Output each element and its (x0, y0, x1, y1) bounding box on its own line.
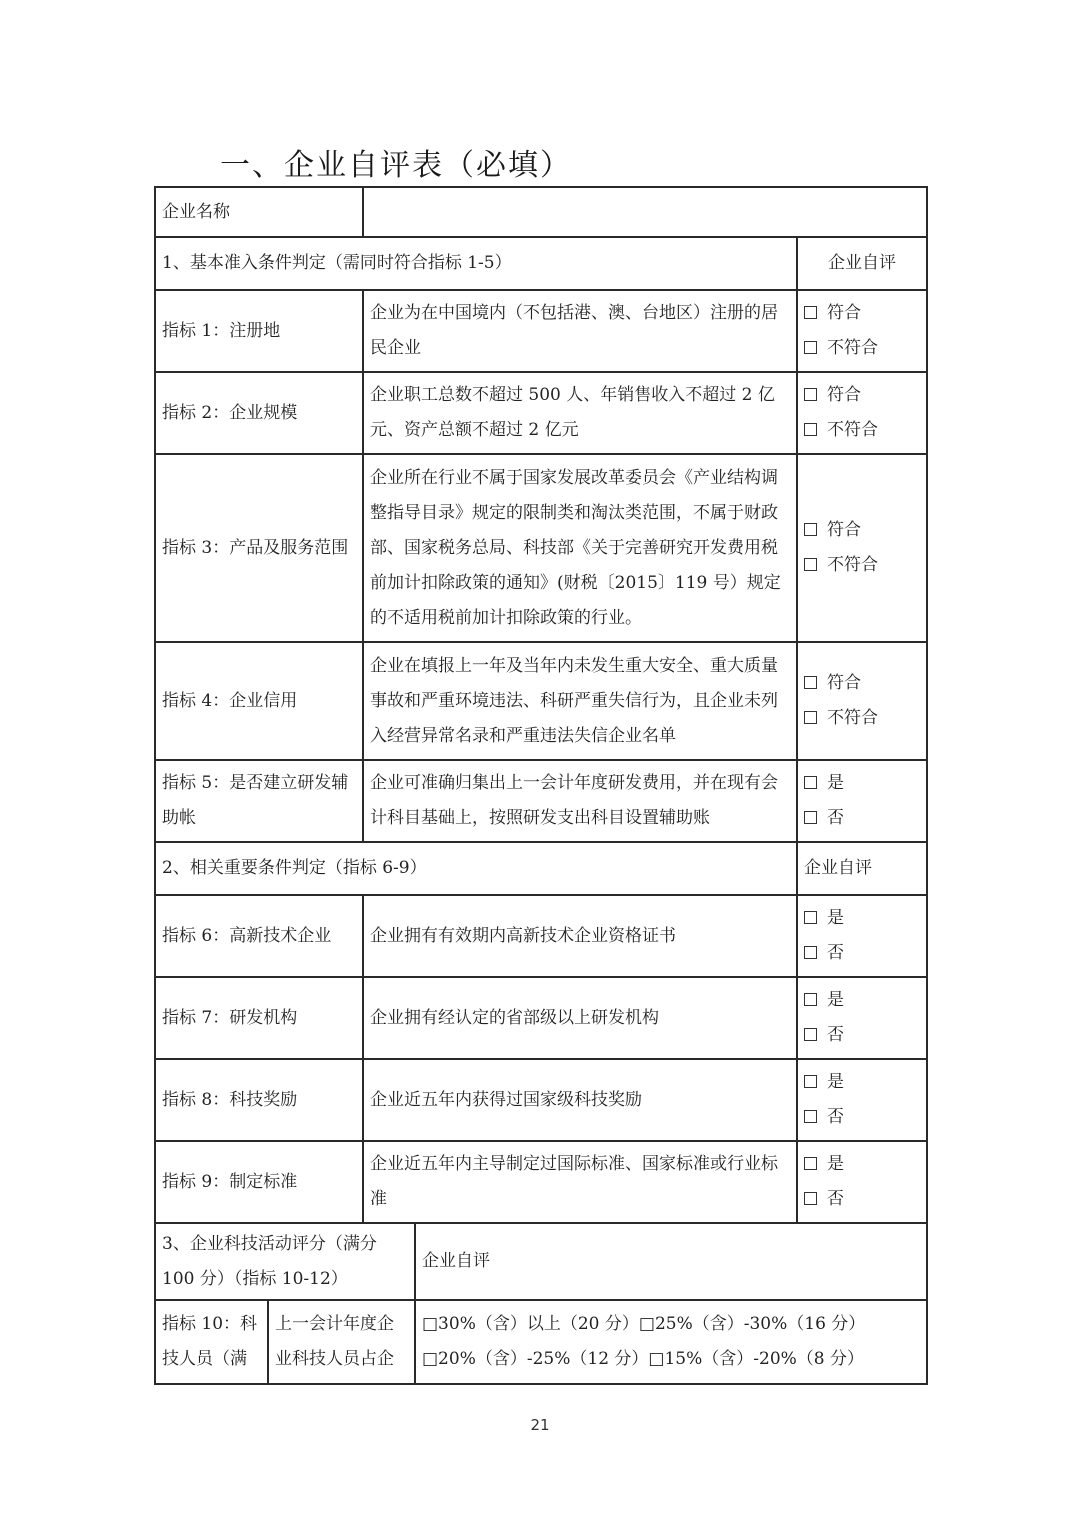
checkbox-label: 不符合 (827, 555, 878, 575)
indicator-3-label: 指标 3：产品及服务范围 (155, 454, 363, 642)
indicator-6-label: 指标 6：高新技术企业 (155, 895, 363, 977)
indicator-7-label: 指标 7：研发机构 (155, 977, 363, 1059)
checkbox-label: 是 (827, 908, 844, 928)
checkbox-option[interactable] (804, 801, 920, 836)
checkbox-icon[interactable] (804, 676, 817, 689)
indicator-5-self-eval (797, 760, 927, 842)
checkbox-icon[interactable] (804, 1028, 817, 1041)
checkbox-icon[interactable] (804, 1075, 817, 1088)
checkbox-option[interactable] (804, 296, 920, 331)
section2-rows (155, 895, 927, 1223)
company-name-label: 企业名称 (155, 187, 363, 237)
checkbox-label: 是 (827, 990, 844, 1010)
section3-header (155, 1223, 927, 1300)
indicator-2-label: 指标 2：企业规模 (155, 372, 363, 454)
indicator-3-desc: 企业所在行业不属于国家发展改革委员会《产业结构调整指导目录》规定的限制类和淘汰类范围，不属于财政部、国家税务总局、科技部《关于完善研究开发费用税前加计扣除政策的通知》(财税〔2015〕119 号）规定的不适用税前加计扣除政策的行业。 (363, 454, 797, 642)
checkbox-icon[interactable] (804, 946, 817, 959)
checkbox-option[interactable] (804, 548, 920, 583)
checkbox-label: 否 (827, 1107, 844, 1127)
section3-self-eval-label: 企业自评 (415, 1223, 927, 1300)
section1-rows (155, 290, 927, 842)
indicator-4-self-eval (797, 642, 927, 760)
indicator-10-option-line[interactable]: □20%（含）-25%（12 分）□15%（含）-20%（8 分） (422, 1349, 865, 1369)
checkbox-option[interactable] (804, 983, 920, 1018)
checkbox-label: 不符合 (827, 708, 878, 728)
section1-label: 1、基本准入条件判定（需同时符合指标 1-5） (155, 237, 797, 290)
indicator-3-row (155, 454, 927, 642)
indicator-9-self-eval (797, 1141, 927, 1223)
checkbox-icon[interactable] (804, 388, 817, 401)
checkbox-label: 符合 (827, 303, 861, 323)
checkbox-label: 是 (827, 1154, 844, 1174)
indicator-4-row (155, 642, 927, 760)
indicator-5-row (155, 760, 927, 842)
indicator-10-desc: 上一会计年度企业科技人员占企 (268, 1300, 415, 1384)
checkbox-label: 否 (827, 808, 844, 828)
indicator-6-desc: 企业拥有有效期内高新技术企业资格证书 (363, 895, 797, 977)
indicator-6-row (155, 895, 927, 977)
indicator-9-desc: 企业近五年内主导制定过国际标准、国家标准或行业标准 (363, 1141, 797, 1223)
checkbox-option[interactable] (804, 1018, 920, 1053)
indicator-7-desc: 企业拥有经认定的省部级以上研发机构 (363, 977, 797, 1059)
checkbox-icon[interactable] (804, 711, 817, 724)
indicator-6-self-eval (797, 895, 927, 977)
indicator-9-label: 指标 9：制定标准 (155, 1141, 363, 1223)
indicator-2-self-eval (797, 372, 927, 454)
checkbox-option[interactable] (804, 936, 920, 971)
section1-header (155, 237, 927, 290)
checkbox-option[interactable] (804, 766, 920, 801)
checkbox-option[interactable] (804, 1147, 920, 1182)
indicator-3-self-eval (797, 454, 927, 642)
indicator-4-desc: 企业在填报上一年及当年内未发生重大安全、重大质量事故和严重环境违法、科研严重失信行为，且企业未列入经营异常名录和严重违法失信企业名单 (363, 642, 797, 760)
checkbox-icon[interactable] (804, 776, 817, 789)
indicator-1-self-eval (797, 290, 927, 372)
checkbox-option[interactable] (804, 331, 920, 366)
indicator-2-desc: 企业职工总数不超过 500 人、年销售收入不超过 2 亿元、资产总额不超过 2 亿元 (363, 372, 797, 454)
indicator-5-label: 指标 5：是否建立研发辅助帐 (155, 760, 363, 842)
company-name-row (155, 187, 927, 237)
indicator-2-row (155, 372, 927, 454)
indicator-10-options (415, 1300, 927, 1384)
checkbox-icon[interactable] (804, 558, 817, 571)
indicator-10-row (155, 1300, 927, 1384)
checkbox-option[interactable] (804, 1065, 920, 1100)
checkbox-label: 否 (827, 1189, 844, 1209)
indicator-9-row (155, 1141, 927, 1223)
indicator-1-label: 指标 1：注册地 (155, 290, 363, 372)
checkbox-icon[interactable] (804, 523, 817, 536)
checkbox-icon[interactable] (804, 1110, 817, 1123)
checkbox-label: 符合 (827, 385, 861, 405)
page-title: 一、企业自评表（必填） (220, 148, 572, 183)
indicator-1-row (155, 290, 927, 372)
checkbox-option[interactable] (804, 378, 920, 413)
indicator-8-desc: 企业近五年内获得过国家级科技奖励 (363, 1059, 797, 1141)
indicator-8-self-eval (797, 1059, 927, 1141)
checkbox-label: 不符合 (827, 338, 878, 358)
checkbox-icon[interactable] (804, 911, 817, 924)
checkbox-option[interactable] (804, 1182, 920, 1217)
checkbox-icon[interactable] (804, 1157, 817, 1170)
checkbox-option[interactable] (804, 413, 920, 448)
indicator-10-label: 指标 10：科技人员（满 (155, 1300, 268, 1384)
checkbox-icon[interactable] (804, 811, 817, 824)
checkbox-option[interactable] (804, 513, 920, 548)
page-number: 21 (530, 1416, 550, 1434)
checkbox-icon[interactable] (804, 423, 817, 436)
checkbox-label: 是 (827, 1072, 844, 1092)
checkbox-icon[interactable] (804, 341, 817, 354)
checkbox-label: 是 (827, 773, 844, 793)
checkbox-label: 否 (827, 1025, 844, 1045)
checkbox-icon[interactable] (804, 1192, 817, 1205)
indicator-4-label: 指标 4：企业信用 (155, 642, 363, 760)
checkbox-option[interactable] (804, 701, 920, 736)
self-evaluation-table (154, 186, 928, 1385)
checkbox-label: 符合 (827, 673, 861, 693)
section2-self-eval-label: 企业自评 (797, 842, 927, 895)
indicator-10-option-line[interactable]: □30%（含）以上（20 分）□25%（含）-30%（16 分） (422, 1314, 866, 1334)
section2-header (155, 842, 927, 895)
checkbox-label: 符合 (827, 520, 861, 540)
checkbox-option[interactable] (804, 1100, 920, 1135)
checkbox-icon[interactable] (804, 306, 817, 319)
indicator-7-self-eval (797, 977, 927, 1059)
checkbox-icon[interactable] (804, 993, 817, 1006)
checkbox-label: 不符合 (827, 420, 878, 440)
checkbox-option[interactable] (804, 666, 920, 701)
section3-label: 3、企业科技活动评分（满分 100 分）（指标 10-12） (155, 1223, 415, 1300)
indicator-5-desc: 企业可准确归集出上一会计年度研发费用，并在现有会计科目基础上，按照研发支出科目设置辅助账 (363, 760, 797, 842)
indicator-7-row (155, 977, 927, 1059)
checkbox-label: 否 (827, 943, 844, 963)
indicator-1-desc: 企业为在中国境内（不包括港、澳、台地区）注册的居民企业 (363, 290, 797, 372)
section2-label: 2、相关重要条件判定（指标 6-9） (155, 842, 797, 895)
indicator-8-row (155, 1059, 927, 1141)
company-name-field[interactable] (363, 187, 927, 237)
checkbox-option[interactable] (804, 901, 920, 936)
indicator-8-label: 指标 8：科技奖励 (155, 1059, 363, 1141)
section1-self-eval-label: 企业自评 (797, 237, 927, 290)
